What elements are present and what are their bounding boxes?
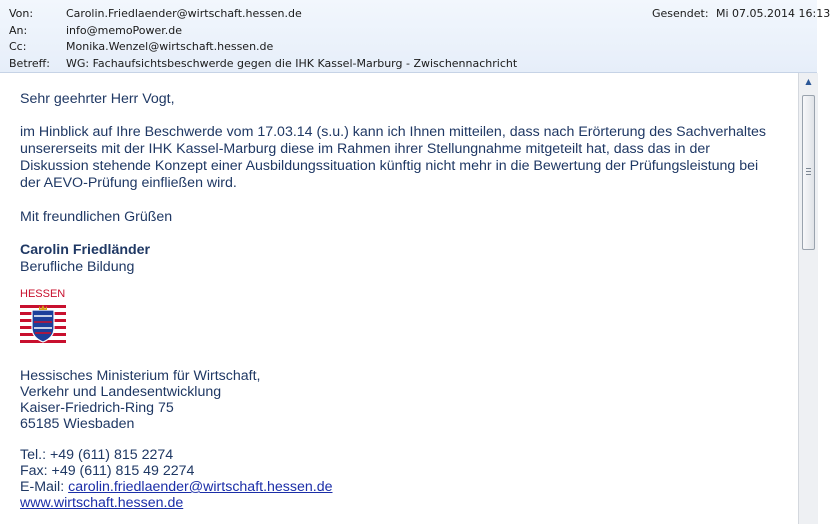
scrollbar-thumb[interactable] — [802, 95, 815, 250]
signature-department: Berufliche Bildung — [20, 259, 135, 275]
body-line: unsererseits mit der IHK Kassel-Marburg diese im Rahmen ihrer Stellungnahme mitgeteilt hat, dass das in der — [20, 141, 710, 157]
sent-label: Gesendet: — [652, 7, 709, 20]
message-body[interactable] — [0, 73, 798, 524]
address-line: Kaiser-Friedrich-Ring 75 — [20, 400, 174, 416]
email-label: E-Mail: — [20, 479, 69, 495]
address-line: Verkehr und Landesentwicklung — [20, 384, 222, 400]
body-line: im Hinblick auf Ihre Beschwerde vom 17.03.14 (s.u.) kann ich Ihnen mitteilen, dass nach Erörterung des Sachverhaltes — [20, 124, 767, 140]
email-link[interactable]: carolin.friedlaender@wirtschaft.hessen.de — [68, 479, 333, 495]
to-label: An: — [9, 24, 28, 37]
grip-line — [806, 168, 811, 169]
website-link[interactable]: www.wirtschaft.hessen.de — [20, 495, 184, 511]
fax: Fax: +49 (611) 815 49 2274 — [20, 463, 195, 479]
message-header — [0, 0, 830, 73]
body-line: Diskussion stehende Konzept einer Ausbildungssituation künftig nicht mehr in die Bewertung der Prüfungsleistung bei — [20, 158, 759, 174]
cc-label: Cc: — [9, 40, 27, 53]
body-line: der AEVO-Prüfung einfließen wird. — [20, 175, 237, 191]
hessen-logo-text: HESSEN — [20, 288, 66, 300]
telephone: Tel.: +49 (611) 815 2274 — [20, 447, 174, 463]
from-label: Von: — [9, 7, 34, 20]
greeting: Sehr geehrter Herr Vogt, — [20, 91, 175, 107]
cc-value[interactable]: Monika.Wenzel@wirtschaft.hessen.de — [66, 40, 274, 53]
arrow-up-icon[interactable]: ▲ — [805, 77, 812, 86]
closing: Mit freundlichen Grüßen — [20, 209, 173, 225]
hessen-coat-of-arms-icon — [20, 302, 66, 348]
grip-line — [806, 171, 811, 172]
hessen-logo — [20, 288, 66, 350]
email-line — [20, 479, 790, 496]
address-line: 65185 Wiesbaden — [20, 416, 135, 432]
signature-name: Carolin Friedländer — [20, 242, 151, 258]
subject-label: Betreff: — [9, 57, 50, 70]
grip-line — [806, 174, 811, 175]
sent-value: Mi 07.05.2014 16:13 — [716, 7, 830, 20]
vertical-scrollbar[interactable] — [798, 73, 818, 524]
to-value[interactable]: info@memoPower.de — [66, 24, 183, 37]
website-line — [20, 495, 790, 512]
address-line: Hessisches Ministerium für Wirtschaft, — [20, 368, 261, 384]
subject-value: WG: Fachaufsichtsbeschwerde gegen die IHK Kassel-Marburg - Zwischennachricht — [66, 57, 518, 70]
from-value[interactable]: Carolin.Friedlaender@wirtschaft.hessen.de — [66, 7, 302, 20]
